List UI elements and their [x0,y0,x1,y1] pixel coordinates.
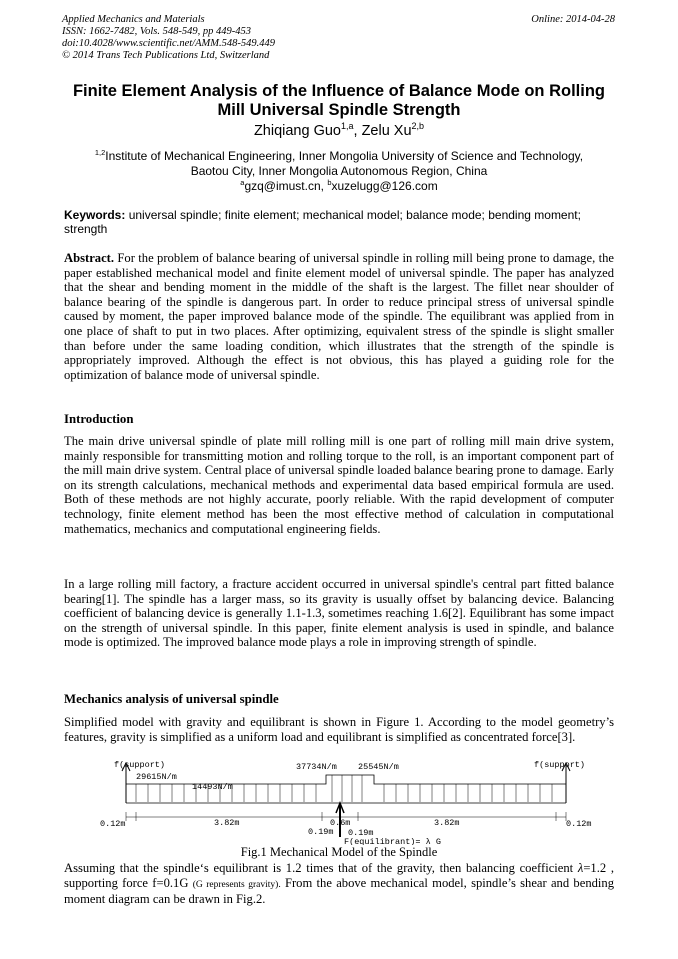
load-label: 29615N/m [136,772,177,782]
small-note: (G represents gravity). [192,879,281,890]
author-list [62,123,616,139]
journal-header [62,14,275,62]
load-label: 37734N/m [296,762,337,772]
load-label: 25545N/m [358,762,399,772]
journal-issn: ISSN: 1662-7482, Vols. 548-549, pp 449-453 [62,26,251,37]
author-emails [62,179,616,194]
journal-name: Applied Mechanics and Materials [62,14,205,25]
abstract [64,251,614,382]
section-heading: Mechanics analysis of universal spindle [64,692,279,706]
dimension-label: 3.82m [434,818,460,828]
right-support-label: f(support) [534,760,586,770]
dimension-label: 0.19m [348,828,374,838]
keywords-text: universal spindle; finite element; mechanical model; balance mode; bending moment; strength [64,208,581,236]
affil-sup: 1,2 [94,148,106,157]
left-support-label: f(support) [114,760,166,770]
dimension-label: 0.19m [308,827,334,837]
load-label: 14493N/m [192,782,233,792]
email-link[interactable]: xuzelugg@126.com [331,178,438,193]
abstract-label: Abstract. [64,251,115,265]
dimension-label: 0.12m [566,819,592,829]
journal-copyright: © 2014 Trans Tech Publications Ltd, Switzerland [62,50,270,61]
author-name: Zelu Xu [361,123,412,139]
text-span: From the above mechanical model, spindle’s shear and bending moment diagram can be drawn in Fig.2. [64,875,614,907]
online-date: Online: 2014-04-28 [531,14,615,25]
dimension-label: 0.6m [330,818,351,828]
section-heading: Introduction [64,412,134,426]
text-span: =1.2 , supporting force f=0.1G [64,861,614,890]
equilibrant-label: F(equilibrant)= λ G [344,837,441,845]
dimension-label: 3.82m [214,818,240,828]
paragraph: Simplified model with gravity and equilibrant is shown in Figure 1. According to the model geometry’s features, gravity is simplified as a uniform load and equilibrant is simplified as concentrated force[3]. [64,715,614,744]
author-separator: , [353,123,362,139]
author-affil-sup: 1,a [341,121,354,132]
keywords [64,209,614,236]
text-span: Assuming that the spindle‘s equilibrant is 1.2 times that of the gravity, then balancing coefficient [64,861,578,875]
dimension-label: 0.12m [100,819,126,829]
email-link[interactable]: gzq@imust.cn, [244,178,328,193]
author-affil-sup: 2,b [411,121,425,132]
affil-line: Institute of Mechanical Engineering, Inner Mongolia University of Science and Technology, [105,149,584,163]
author-name: Zhiqiang Guo [253,123,341,139]
email-sup: b [327,177,332,187]
paragraph: The main drive universal spindle of plate mill rolling mill is one part of rolling mill main drive system, mainly responsible for transmitting motion and rolling torque to the roll, is an important component part of the mill main drive system. Central place of universal spindle loaded balance bearing prone to damage. Early on its strength calculations, mechanical methods and experimental data based empirical formula are used. Both of these methods are not highly accurate, poorly reliable. With the rapid development of computer technology, finite element method has been the most effective method of calculation in computational mathematics, mechanics and computational engineering fields. [64,434,614,536]
paragraph: In a large rolling mill factory, a fracture accident occurred in universal spindle's central part fitted balance bearing[1]. The spindle has a larger mass, so its gravity is usually offset by balancing device. Balancing coefficient of balancing device is generally 1.1-1.3, sometimes reaching 1.6[2]. Equilibrant has some impact on the strength of universal spindle. In this paper, finite element analysis is used in spindle, and balance mode is optimized. The improved balance mode plays a role in improving strength of spindle. [64,577,614,650]
affil-line: Baotou City, Inner Mongolia Autonomous Region, China [190,163,488,178]
email-sup: a [240,177,245,187]
paragraph [64,861,614,907]
paper-title: Finite Element Analysis of the Influence of Balance Mode on Rolling Mill Universal Spindle Strength [72,82,606,119]
abstract-text: For the problem of balance bearing of universal spindle in rolling mill being prone to damage, the paper established mechanical model and finite element model of universal spindle. The paper has analyzed that the shear and bending moment in the middle of the shaft is the largest. The fillet near shoulder of balance bearing of the spindle is dangerous part. In order to reduce principal stress of universal spindle caused by moment, the paper improved balance mode of the spindle. The equilibrant was applied from in one place of shaft to put in two places. After optimizing, equivalent stress of the spindle is slight smaller than before under the same loading condition, which illustrates that the strength of the spindle is appropriately improved. Although the effect is not obvious, this has played a guiding role for the optimization of balance mode of universal spindle. [64,251,614,382]
figure-mechanical-model [96,757,596,845]
lambda-symbol: λ [577,861,584,875]
journal-doi[interactable]: doi:10.4028/www.scientific.net/AMM.548-549.449 [62,38,275,49]
keywords-label: Keywords: [64,208,126,222]
figure-caption: Fig.1 Mechanical Model of the Spindle [240,845,438,859]
affiliation [62,149,616,193]
